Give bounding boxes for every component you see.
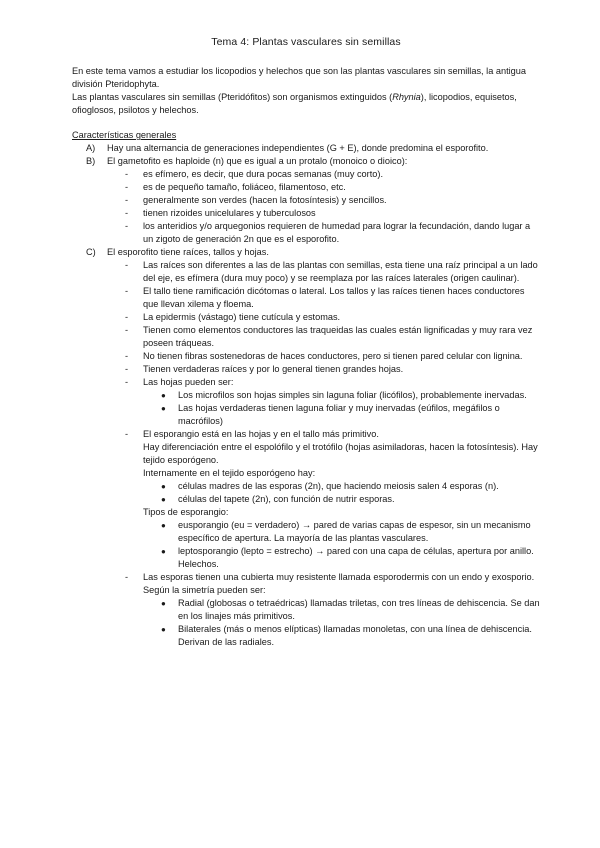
section-a-letter: A): [86, 143, 96, 153]
list-item: [72, 285, 540, 311]
bullet-marker: ●: [161, 495, 166, 504]
bullet-marker: ●: [161, 482, 166, 491]
bullet-item: [72, 545, 540, 571]
list-item-hojas: [72, 376, 540, 389]
list-item-text: Tienen verdaderas raíces y por lo general tienen grandes hojas.: [143, 364, 404, 374]
dash-marker: -: [125, 182, 129, 192]
section-c: [72, 246, 540, 259]
dash-marker: -: [125, 195, 129, 205]
bullet-marker: ●: [161, 599, 166, 608]
intro-p2-end: ), licopodios, equisetos, ofioglosos, psilotos y helechos.: [72, 92, 517, 115]
intro-paragraph-2: [72, 91, 540, 117]
esporangio-paragraph-3: Tipos de esporangio:: [143, 507, 229, 517]
list-item: [72, 220, 540, 246]
bullet-item-text: células del tapete (2n), con función de nutrir esporas.: [178, 494, 395, 504]
bullet-item-text: eusporangio (eu = verdadero) → pared de varias capas de espesor, sin un mecanismo específico de apertura. La mayoría de las plantas vasculares.: [178, 520, 531, 543]
bullet-item: [72, 519, 540, 545]
section-b: [72, 155, 540, 168]
bullet-item: [72, 493, 540, 506]
dash-marker: -: [125, 221, 129, 231]
list-item-text: es de pequeño tamaño, foliáceo, filamentoso, etc.: [143, 182, 346, 192]
list-item: [72, 311, 540, 324]
list-item-text: Tienen como elementos conductores las traqueidas las cuales están lignificadas y muy rara vez poseen tráqueas.: [143, 325, 533, 348]
intro-section: [72, 65, 540, 117]
list-item-text: El tallo tiene ramificación dicótomas o lateral. Los tallos y las raíces tienen haces conductores que llevan xilema y floema.: [143, 286, 525, 309]
bullet-item-text: leptosporangio (lepto = estrecho) → pared con una capa de células, apertura por anillo. Helechos.: [178, 546, 534, 569]
list-item: [72, 324, 540, 350]
section-b-list: [72, 168, 540, 246]
document-title: Tema 4: Plantas vasculares sin semillas: [211, 36, 401, 48]
esporas-paragraph-1: Según la simetría pueden ser:: [143, 585, 266, 595]
intro-p2-start: Las plantas vasculares sin semillas (Pteridófitos) son organismos extinguidos (: [72, 92, 393, 102]
list-item-text: es efímero, es decir, que dura pocas semanas (muy corto).: [143, 169, 384, 179]
bullet-marker: ●: [161, 547, 166, 556]
section-c-text: El esporofito tiene raíces, tallos y hojas.: [107, 247, 269, 257]
dash-marker: -: [125, 429, 129, 439]
list-item-text: La epidermis (vástago) tiene cutícula y estomas.: [143, 312, 341, 322]
list-item: [72, 350, 540, 363]
dash-marker: -: [125, 169, 129, 179]
list-item-esporas: [72, 571, 540, 584]
list-item-text: Las raíces son diferentes a las de las plantas con semillas, esta tiene una raíz principal a un lado del eje, es efímera (dura muy poco) y se reemplaza por las raíces laterales (origen caulinar).: [143, 260, 538, 283]
dash-marker: -: [125, 364, 129, 374]
list-item-text: generalmente son verdes (hacen la fotosíntesis) y sencillos.: [143, 195, 387, 205]
bullet-item: [72, 597, 540, 623]
dash-marker: -: [125, 312, 129, 322]
bullet-item: [72, 480, 540, 493]
bullet-marker: ●: [161, 625, 166, 634]
dash-marker: -: [125, 286, 129, 296]
list-item-esporangio: [72, 428, 540, 441]
list-item-text: El esporangio está en las hojas y en el tallo más primitivo.: [143, 429, 379, 439]
section-b-text: El gametofito es haploide (n) que es igual a un protalo (monoico o dioico):: [107, 156, 408, 166]
intro-paragraph-1: En este tema vamos a estudiar los licopodios y helechos que son las plantas vasculares sin semillas, la antigua división Pteridophyta.: [72, 66, 527, 89]
section-c-list: [72, 259, 540, 649]
list-item-text: tienen rizoides unicelulares y tuberculosos: [143, 208, 316, 218]
dash-marker: -: [125, 572, 129, 582]
dash-marker: -: [125, 325, 129, 335]
bullet-item-text: Los microfilos son hojas simples sin laguna foliar (licófilos), probablemente inervadas.: [178, 390, 527, 400]
section-heading: Características generales: [72, 130, 177, 140]
section-a-text: Hay una alternancia de generaciones independientes (G + E), donde predomina el esporofito.: [107, 143, 489, 153]
bullet-marker: ●: [161, 391, 166, 400]
bullet-marker: ●: [161, 404, 166, 413]
list-item: [72, 181, 540, 194]
list-item-text: Las hojas pueden ser:: [143, 377, 234, 387]
bullet-marker: ●: [161, 521, 166, 530]
list-item: [72, 363, 540, 376]
dash-marker: -: [125, 377, 129, 387]
list-item-text: Las esporas tienen una cubierta muy resistente llamada esporodermis con un endo y exosporio.: [143, 572, 535, 582]
bullet-item-text: Bilaterales (más o menos elípticas) llamadas monoletas, con una línea de dehiscencia. Derivan de las radiales.: [178, 624, 532, 647]
list-item: [72, 194, 540, 207]
bullet-item-text: Las hojas verdaderas tienen laguna foliar y muy inervadas (eúfilos, megáfilos o macrófilos): [178, 403, 500, 426]
dash-marker: -: [125, 208, 129, 218]
bullet-item-text: células madres de las esporas (2n), que haciendo meiosis salen 4 esporas (n).: [178, 481, 499, 491]
bullet-item-text: Radial (globosas o tetraédricas) llamadas triletas, con tres líneas de dehiscencia. Se dan en los linajes más primitivos.: [178, 598, 540, 621]
list-item-text: No tienen fibras sostenedoras de haces conductores, pero si tienen pared celular con lignina.: [143, 351, 523, 361]
bullet-item: [72, 623, 540, 649]
list-item-text: los anteridios y/o arquegonios requieren de humedad para lograr la fecundación, dando lugar a un zigoto de generación 2n que es el esporofito.: [143, 221, 531, 244]
bullet-item: [72, 402, 540, 428]
esporangio-paragraph-1: Hay diferenciación entre el espolófilo y el trotófilo (hojas asimiladoras, hacen la fotosíntesis). Hay tejido esporógeno.: [143, 442, 538, 465]
section-b-letter: B): [86, 156, 96, 166]
list-item: [72, 168, 540, 181]
list-item: [72, 259, 540, 285]
dash-marker: -: [125, 260, 129, 270]
section-c-letter: C): [86, 247, 96, 257]
dash-marker: -: [125, 351, 129, 361]
intro-p2-italic: Rhynia: [392, 92, 421, 102]
esporangio-paragraph-2: Internamente en el tejido esporógeno hay:: [143, 468, 316, 478]
bullet-item: [72, 389, 540, 402]
section-a: [72, 142, 540, 155]
list-item: [72, 207, 540, 220]
